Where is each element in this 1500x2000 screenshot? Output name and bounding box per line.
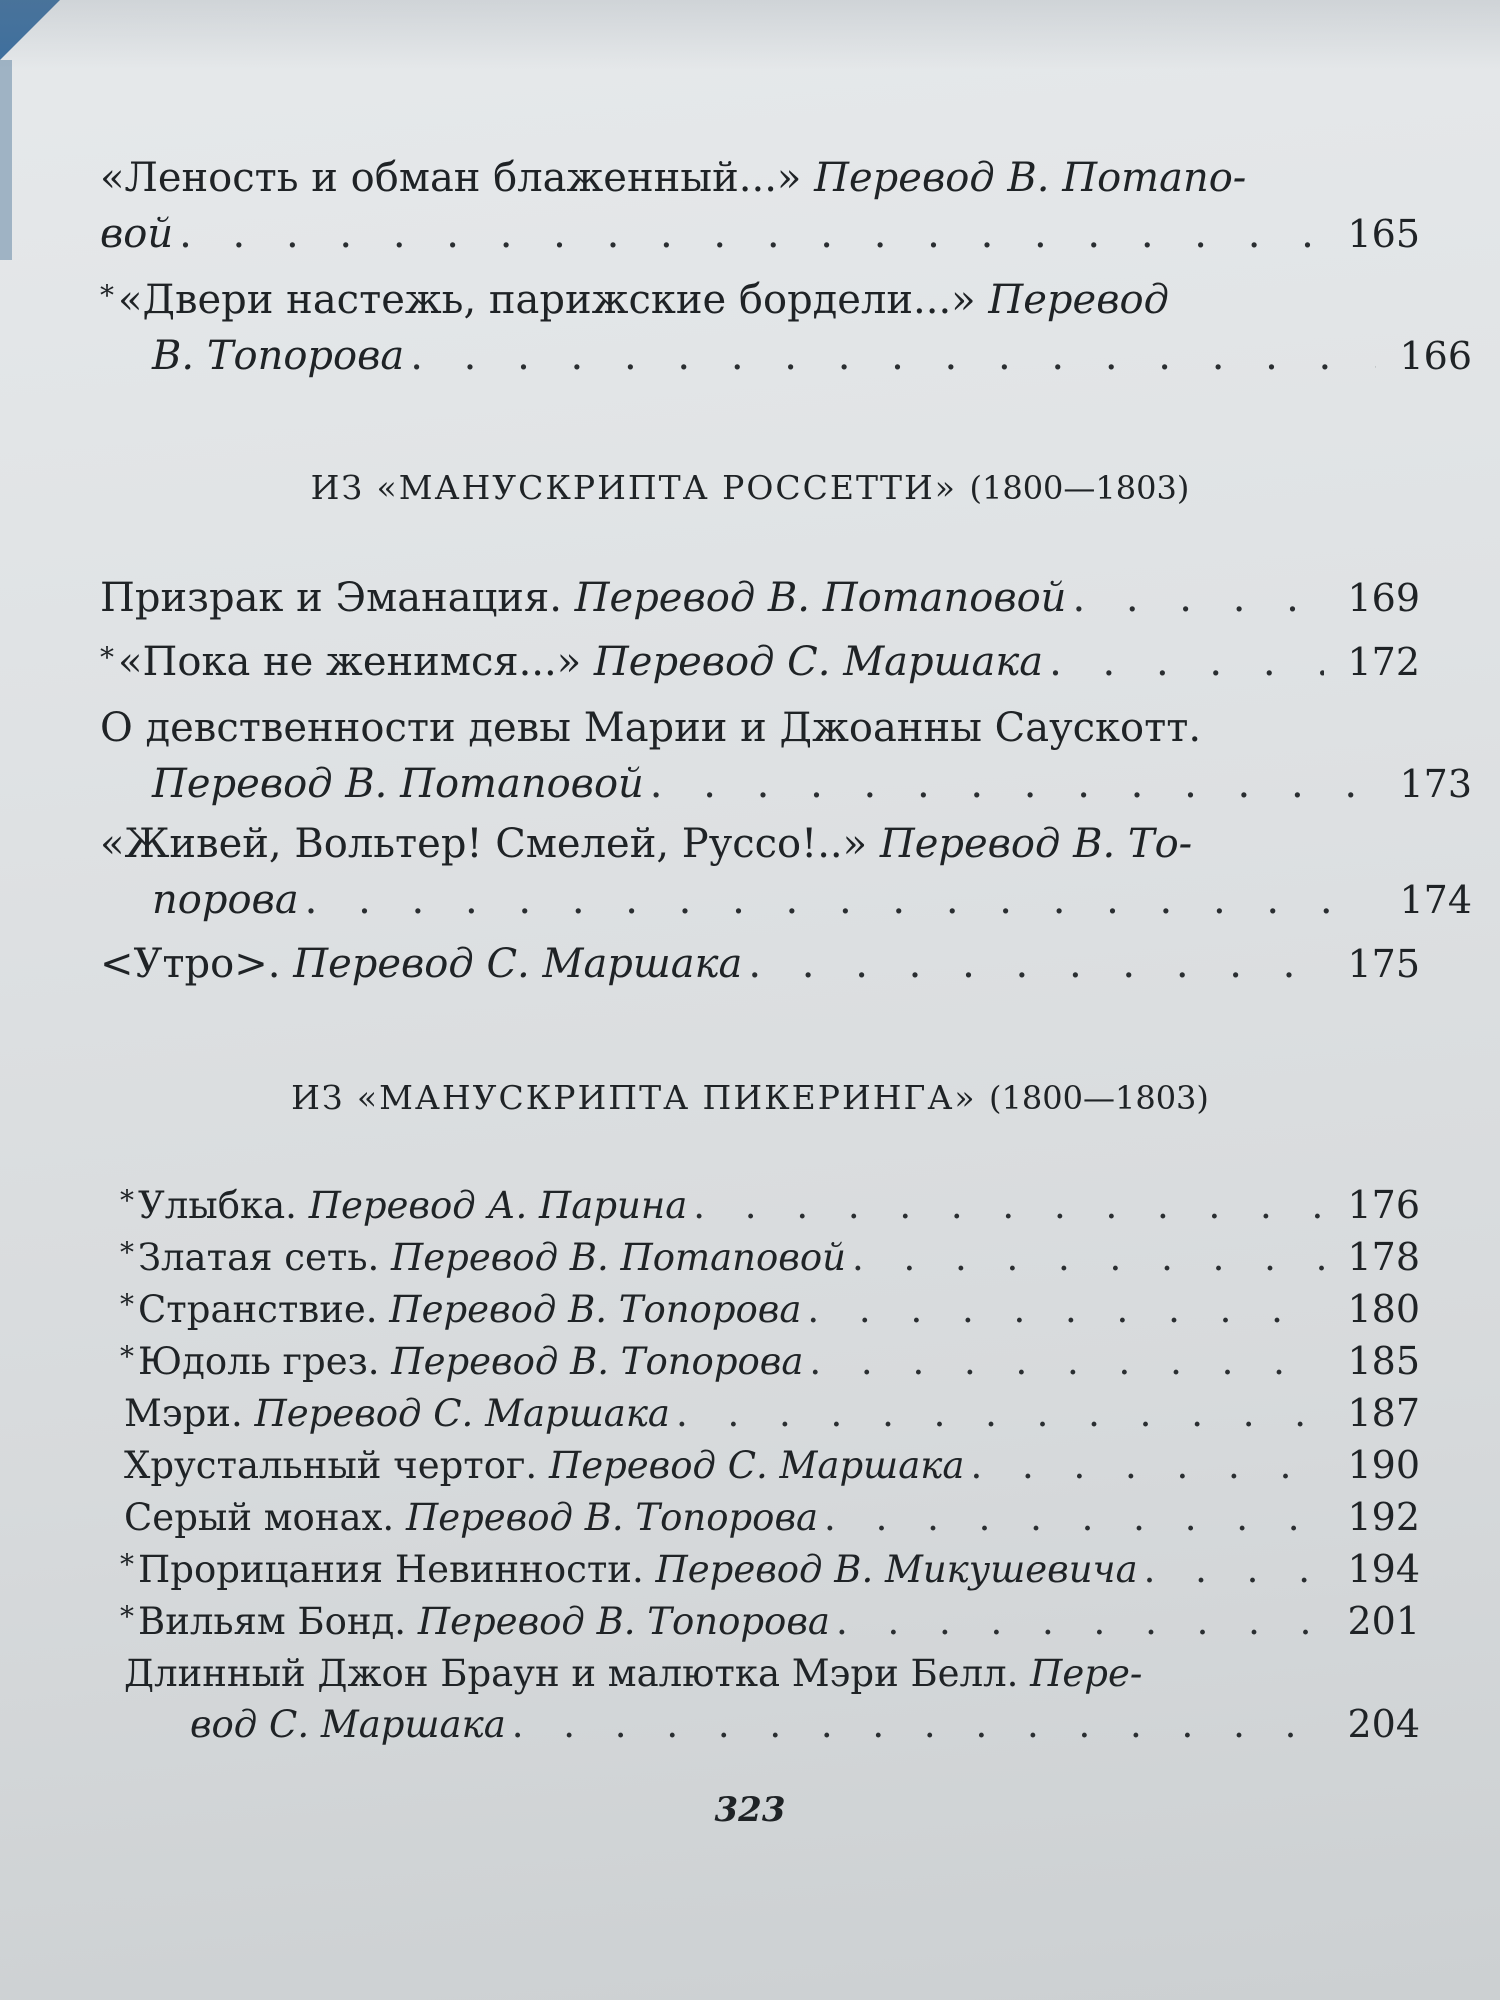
page-number: 175 bbox=[1347, 942, 1420, 986]
entry-title: Златая сеть. bbox=[138, 1236, 380, 1279]
entry-title: Прорицания Невинности. bbox=[138, 1548, 644, 1591]
toc-entry bbox=[100, 150, 1420, 262]
entry-title: Призрак и Эманация. bbox=[100, 575, 562, 621]
leader-dots bbox=[852, 1233, 1324, 1283]
entry-title: Вильям Бонд. bbox=[138, 1600, 407, 1643]
entry-translator: Перевод В. Потапо- bbox=[814, 155, 1247, 201]
page-folio-number: 323 bbox=[714, 1790, 786, 1830]
leader-dots bbox=[1072, 570, 1324, 626]
asterisk-mark: * bbox=[100, 279, 114, 312]
toc-entry bbox=[100, 816, 1472, 928]
toc-entry bbox=[120, 1540, 1420, 1595]
page-number: 178 bbox=[1347, 1235, 1420, 1279]
leader-dots bbox=[650, 756, 1376, 812]
page-number: 165 bbox=[1347, 212, 1420, 256]
entry-title: Хрустальный чертог. bbox=[124, 1444, 538, 1487]
section-years: (1800—1803) bbox=[969, 469, 1190, 507]
page-number: 187 bbox=[1347, 1391, 1420, 1435]
asterisk-mark: * bbox=[120, 1184, 134, 1217]
entry-title: Улыбка. bbox=[138, 1184, 297, 1227]
toc-entry bbox=[100, 630, 1420, 690]
page-number: 166 bbox=[1399, 334, 1472, 378]
toc-entry bbox=[120, 1592, 1420, 1647]
entry-translator: Перевод В. Топорова bbox=[417, 1600, 830, 1643]
entry-title: Странствие. bbox=[138, 1288, 378, 1331]
page-number: 174 bbox=[1399, 878, 1472, 922]
page-number: 185 bbox=[1347, 1339, 1420, 1383]
toc-entry bbox=[120, 1384, 1420, 1439]
page-number: 192 bbox=[1347, 1495, 1420, 1539]
leader-dots bbox=[693, 1181, 1324, 1231]
entry-translator-cont: порова bbox=[152, 877, 299, 923]
entry-translator: Перевод bbox=[988, 277, 1169, 323]
leader-dots bbox=[1049, 634, 1324, 690]
entry-translator: Перевод С. Маршака bbox=[548, 1444, 965, 1487]
toc-entry bbox=[100, 570, 1420, 626]
leader-dots bbox=[836, 1597, 1324, 1647]
asterisk-mark: * bbox=[120, 1340, 134, 1373]
toc-entry bbox=[100, 268, 1472, 384]
entry-title: Длинный Джон Браун и малютка Мэри Белл. bbox=[124, 1652, 1019, 1695]
toc-entry bbox=[100, 700, 1472, 812]
entry-title: Мэри. bbox=[124, 1392, 243, 1435]
entry-title: «Леность и обман блаженный...» bbox=[100, 155, 802, 201]
section-heading-pickering bbox=[0, 1078, 1500, 1117]
toc-entry bbox=[100, 936, 1420, 992]
entry-translator: Перевод В. То- bbox=[879, 821, 1193, 867]
entry-title: «Живей, Вольтер! Смелей, Руссо!..» bbox=[100, 821, 868, 867]
page-number: 173 bbox=[1399, 762, 1472, 806]
leader-dots bbox=[676, 1389, 1324, 1439]
entry-translator: Перевод А. Парина bbox=[308, 1184, 688, 1227]
entry-translator-cont: В. Топорова bbox=[152, 333, 405, 379]
section-years: (1800—1803) bbox=[989, 1079, 1209, 1117]
entry-translator-cont: вой bbox=[100, 211, 174, 257]
section-title: ИЗ «МАНУСКРИПТА РОССЕТТИ» bbox=[310, 468, 957, 507]
entry-title: «Двери настежь, парижские бордели...» bbox=[118, 277, 976, 323]
entry-title: Юдоль грез. bbox=[138, 1340, 380, 1383]
entry-translator: Перевод В. Микушевича bbox=[655, 1548, 1138, 1591]
page-number: 194 bbox=[1347, 1547, 1420, 1591]
page-number: 176 bbox=[1347, 1183, 1420, 1227]
entry-translator-cont: вод С. Маршака bbox=[190, 1703, 506, 1746]
entry-title: <Утро>. bbox=[100, 941, 281, 987]
entry-translator: Перевод В. Топорова bbox=[405, 1496, 819, 1539]
leader-dots bbox=[512, 1700, 1324, 1750]
entry-translator: Перевод С. Маршака bbox=[293, 941, 743, 987]
leader-dots bbox=[748, 936, 1324, 992]
leader-dots bbox=[305, 872, 1376, 928]
leader-dots bbox=[824, 1493, 1324, 1543]
page-number: 190 bbox=[1347, 1443, 1420, 1487]
entry-translator-cont: Перевод В. Потаповой bbox=[152, 761, 644, 807]
entry-translator: Перевод В. Потаповой bbox=[391, 1236, 846, 1279]
leader-dots bbox=[970, 1441, 1324, 1491]
entry-title: О девственности девы Марии и Джоанны Саускотт. bbox=[100, 705, 1202, 751]
page-number: 204 bbox=[1347, 1702, 1420, 1746]
entry-translator: Перевод С. Маршака bbox=[254, 1392, 670, 1435]
entry-title: Серый монах. bbox=[124, 1496, 395, 1539]
entry-translator: Пере- bbox=[1030, 1652, 1143, 1695]
page-number: 180 bbox=[1347, 1287, 1420, 1331]
section-title: ИЗ «МАНУСКРИПТА ПИКЕРИНГА» bbox=[291, 1078, 977, 1117]
toc-entry bbox=[120, 1644, 1420, 1750]
asterisk-mark: * bbox=[120, 1236, 134, 1269]
toc-entry bbox=[120, 1176, 1420, 1231]
page-number: 169 bbox=[1347, 576, 1420, 620]
leader-dots bbox=[809, 1337, 1324, 1387]
entry-translator: Перевод В. Потаповой bbox=[574, 575, 1067, 621]
toc-entry bbox=[120, 1488, 1420, 1543]
toc-entry bbox=[120, 1332, 1420, 1387]
toc-entry bbox=[120, 1280, 1420, 1335]
asterisk-mark: * bbox=[120, 1600, 134, 1633]
leader-dots bbox=[410, 328, 1376, 384]
entry-title: «Пока не женимся...» bbox=[118, 639, 582, 685]
leader-dots bbox=[807, 1285, 1324, 1335]
page-number: 201 bbox=[1347, 1599, 1420, 1643]
leader-dots bbox=[179, 206, 1324, 262]
asterisk-mark: * bbox=[120, 1548, 134, 1581]
section-heading-rossetti bbox=[0, 468, 1500, 507]
toc-entry bbox=[120, 1436, 1420, 1491]
asterisk-mark: * bbox=[120, 1288, 134, 1321]
toc-entry bbox=[120, 1228, 1420, 1283]
entry-translator: Перевод С. Маршака bbox=[593, 639, 1044, 685]
asterisk-mark: * bbox=[100, 641, 114, 674]
entry-translator: Перевод В. Топорова bbox=[391, 1340, 804, 1383]
leader-dots bbox=[1144, 1545, 1324, 1595]
entry-translator: Перевод В. Топорова bbox=[389, 1288, 802, 1331]
page-number: 172 bbox=[1347, 640, 1420, 684]
